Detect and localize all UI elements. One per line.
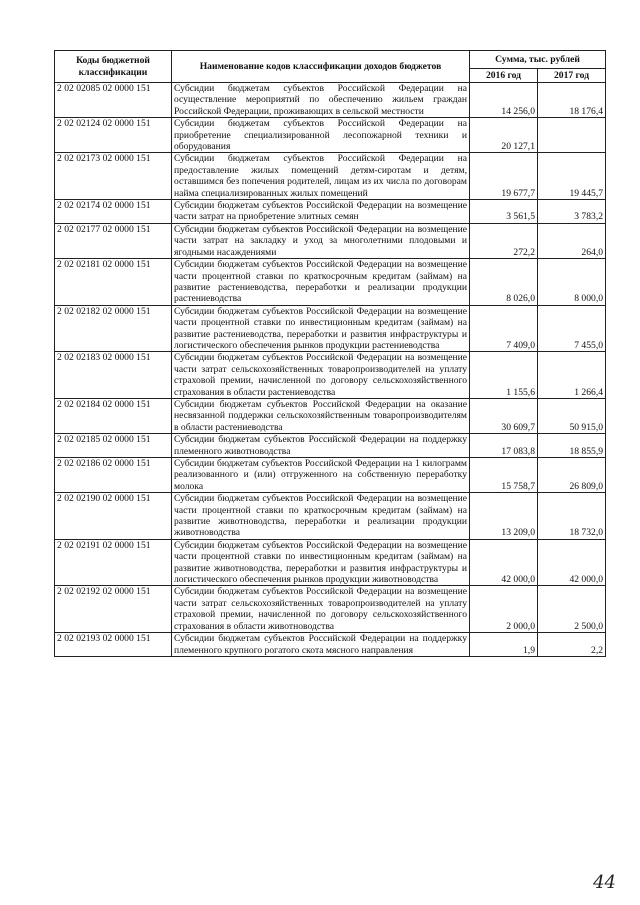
budget-code-cell: 2 02 02185 02 0000 151 <box>55 434 172 458</box>
budget-code-cell: 2 02 02173 02 0000 151 <box>55 153 172 200</box>
amount-2016-cell: 30 609,7 <box>470 398 538 433</box>
income-name-cell: Субсидии бюджетам субъектов Российской Федерации на возмещение части процентной ставки по краткосрочным кредитам (займам) на развитие животноводства, переработки и реализации продукции животноводства <box>172 493 470 540</box>
budget-code-cell: 2 02 02183 02 0000 151 <box>55 352 172 399</box>
amount-2017-cell: 26 809,0 <box>538 458 606 493</box>
amount-2016-cell: 2 000,0 <box>470 586 538 633</box>
income-name-cell: Субсидии бюджетам субъектов Российской Федерации на предоставление жилых помещений детям-сиротам и детям, оставшимся без попечения родителей, лицам из их числа по договорам найма специализированных жилых помещений <box>172 153 470 200</box>
amount-2017-cell: 264,0 <box>538 223 606 258</box>
budget-income-table <box>54 50 606 657</box>
amount-2016-cell: 15 758,7 <box>470 458 538 493</box>
name-column-header: Наименование кодов классификации доходов бюджетов <box>172 51 470 83</box>
income-name-cell: Субсидии бюджетам субъектов Российской Федерации на возмещение части процентной ставки по краткосрочным кредитам (займам) на развитие растениеводства, переработки и реализации продукции растениеводства <box>172 259 470 306</box>
table-row <box>55 259 606 306</box>
table-row <box>55 153 606 200</box>
table-row <box>55 200 606 224</box>
table-row <box>55 352 606 399</box>
table-row <box>55 633 606 657</box>
table-row <box>55 118 606 153</box>
budget-code-cell: 2 02 02193 02 0000 151 <box>55 633 172 657</box>
table-row <box>55 539 606 586</box>
income-name-cell: Субсидии бюджетам субъектов Российской Федерации на 1 килограмм реализованного и (или) отгруженного на собственную переработку молока <box>172 458 470 493</box>
amount-2016-cell: 272,2 <box>470 223 538 258</box>
budget-code-cell: 2 02 02182 02 0000 151 <box>55 305 172 352</box>
amount-2016-cell: 1 155,6 <box>470 352 538 399</box>
table-body <box>55 83 606 657</box>
budget-code-cell: 2 02 02186 02 0000 151 <box>55 458 172 493</box>
amount-2017-cell: 1 266,4 <box>538 352 606 399</box>
budget-code-cell: 2 02 02177 02 0000 151 <box>55 223 172 258</box>
income-name-cell: Субсидии бюджетам субъектов Российской Федерации на приобретение специализированной лесопожарной техники и оборудования <box>172 118 470 153</box>
income-name-cell: Субсидии бюджетам субъектов Российской Федерации на возмещение части затрат сельскохозяйственных товаропроизводителей на уплату страховой премии, начисленной по договору сельскохозяйственного страхования в области растениеводства <box>172 352 470 399</box>
amount-2017-cell: 42 000,0 <box>538 539 606 586</box>
income-name-cell: Субсидии бюджетам субъектов Российской Федерации на возмещение части затрат на закладку и уход за многолетними плодовыми и ягодными насаждениями <box>172 223 470 258</box>
amount-2017-cell: 18 855,9 <box>538 434 606 458</box>
amount-2016-cell: 8 026,0 <box>470 259 538 306</box>
amount-2016-cell: 3 561,5 <box>470 200 538 224</box>
table-row <box>55 83 606 118</box>
amount-2016-cell: 17 083,8 <box>470 434 538 458</box>
amount-2017-cell: 2,2 <box>538 633 606 657</box>
amount-2017-cell: 18 732,0 <box>538 493 606 540</box>
income-name-cell: Субсидии бюджетам субъектов Российской Федерации на осуществление мероприятий по обеспечению жильем граждан Российской Федерации, проживающих в сельской местности <box>172 83 470 118</box>
table-row <box>55 493 606 540</box>
budget-code-cell: 2 02 02085 02 0000 151 <box>55 83 172 118</box>
page-number: 44 <box>593 872 616 893</box>
table-row <box>55 434 606 458</box>
income-name-cell: Субсидии бюджетам субъектов Российской Федерации на возмещение части процентной ставки по инвестиционным кредитам (займам) на развитие животноводства, переработки и развития инфраструктуры и логистического обеспечения рынков продукции животноводства <box>172 539 470 586</box>
amount-2016-cell: 20 127,1 <box>470 118 538 153</box>
amount-2016-cell: 13 209,0 <box>470 493 538 540</box>
budget-code-cell: 2 02 02191 02 0000 151 <box>55 539 172 586</box>
sum-column-header: Сумма, тыс. рублей <box>470 51 606 69</box>
amount-2016-cell: 42 000,0 <box>470 539 538 586</box>
amount-2017-cell: 2 500,0 <box>538 586 606 633</box>
amount-2016-cell: 14 256,0 <box>470 83 538 118</box>
income-name-cell: Субсидии бюджетам субъектов Российской Федерации на возмещение части процентной ставки по инвестиционным кредитам (займам) на развитие растениеводства, переработки и развития инфраструктуры и логистического обеспечения рынков продукции растениеводства <box>172 305 470 352</box>
year-2016-header: 2016 год <box>470 69 538 83</box>
amount-2017-cell: 19 445,7 <box>538 153 606 200</box>
amount-2016-cell: 1,9 <box>470 633 538 657</box>
income-name-cell: Субсидии бюджетам субъектов Российской Федерации на возмещение части затрат сельскохозяйственных товаропроизводителей на уплату страховой премии, начисленной по договору сельскохозяйственного страхования в области животноводства <box>172 586 470 633</box>
income-name-cell: Субсидии бюджетам субъектов Российской Федерации на поддержку племенного животноводства <box>172 434 470 458</box>
year-2017-header: 2017 год <box>538 69 606 83</box>
table-row <box>55 305 606 352</box>
income-name-cell: Субсидии бюджетам субъектов Российской Федерации на оказание несвязанной поддержки сельскохозяйственным товаропроизводителям в области растениеводства <box>172 398 470 433</box>
table-row <box>55 586 606 633</box>
table-row <box>55 223 606 258</box>
amount-2017-cell: 18 176,4 <box>538 83 606 118</box>
budget-code-cell: 2 02 02124 02 0000 151 <box>55 118 172 153</box>
amount-2017-cell: 50 915,0 <box>538 398 606 433</box>
amount-2017-cell <box>538 118 606 153</box>
table-row <box>55 458 606 493</box>
amount-2017-cell: 7 455,0 <box>538 305 606 352</box>
amount-2017-cell: 3 783,2 <box>538 200 606 224</box>
amount-2017-cell: 8 000,0 <box>538 259 606 306</box>
income-name-cell: Субсидии бюджетам субъектов Российской Федерации на возмещение части затрат на приобретение элитных семян <box>172 200 470 224</box>
budget-code-cell: 2 02 02174 02 0000 151 <box>55 200 172 224</box>
amount-2016-cell: 19 677,7 <box>470 153 538 200</box>
budget-code-cell: 2 02 02192 02 0000 151 <box>55 586 172 633</box>
budget-code-cell: 2 02 02184 02 0000 151 <box>55 398 172 433</box>
budget-code-cell: 2 02 02181 02 0000 151 <box>55 259 172 306</box>
amount-2016-cell: 7 409,0 <box>470 305 538 352</box>
codes-column-header: Коды бюджетной классификации <box>55 51 172 83</box>
budget-code-cell: 2 02 02190 02 0000 151 <box>55 493 172 540</box>
table-row <box>55 398 606 433</box>
income-name-cell: Субсидии бюджетам субъектов Российской Федерации на поддержку племенного крупного рогатого скота мясного направления <box>172 633 470 657</box>
